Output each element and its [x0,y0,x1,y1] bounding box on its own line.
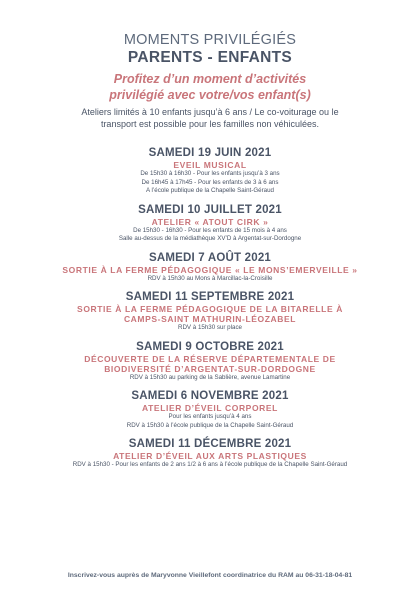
event-detail: De 15h30 à 16h30 - Pour les enfants jusqu’à 3 ans [140,170,280,177]
event-detail: Salle au-dessus de la médiathèque XV’D à Argentat-sur-Dordogne [118,235,302,242]
event-title: DÉCOUVERTE DE LA RÉSERVE DÉPARTEMENTALE DE [84,353,336,364]
event-date: SAMEDI 7 AOÛT 2021 [148,251,272,264]
event-item [0,204,420,244]
intro-line1: Ateliers limités à 10 enfants jusqu’à 6 ans / Le co-voiturage ou le [81,107,339,117]
event-item [0,341,420,383]
events-list [0,147,420,470]
event-title: BIODIVERSITÉ D’ARGENTAT-SUR-DORDOGNE [104,363,316,374]
event-date: SAMEDI 11 SEPTEMBRE 2021 [125,291,295,303]
event-title: ATELIER D’ÉVEIL CORPOREL [142,403,278,413]
event-detail: RDV à 15h30 à l’école publique de la Chapelle Saint-Géraud [126,421,294,429]
header-line1: MOMENTS PRIVILÉGIÉS [123,32,297,48]
event-title: SORTIE À LA FERME PÉDAGOGIQUE « LE MONS’EMERVEILLE » [62,264,358,275]
header-line2: PARENTS - ENFANTS [127,49,293,66]
event-date: SAMEDI 10 JUILLET 2021 [138,203,282,216]
event-title: ATELIER « ATOUT CIRK » [151,216,269,227]
event-detail: Pour les enfants jusqu’à 4 ans [168,413,252,420]
event-item [0,147,420,196]
event-detail: RDV à 15h30 sur place [178,324,242,331]
tagline [0,71,420,103]
footer-contact: Inscrivez-vous auprès de Maryvonne Vieillefont coordinatrice du RAM au 06-31-18-04-81 [67,572,353,579]
event-date: SAMEDI 6 NOVEMBRE 2021 [131,390,289,402]
event-date: SAMEDI 11 DÉCEMBRE 2021 [128,438,292,450]
event-detail: A l’école publique de la Chapelle Saint-Géraud [146,187,274,194]
event-title: ATELIER D’ÉVEIL AUX ARTS PLASTIQUES [113,451,307,461]
event-item [0,390,420,430]
tagline-line2: privilégié avec votre/vos enfant(s) [109,88,311,102]
event-date: SAMEDI 9 OCTOBRE 2021 [136,340,284,353]
event-item [0,438,420,470]
event-title: CAMPS-SAINT MATHURIN-LÉOZABEL [123,314,297,324]
event-detail: De 15h30 - 16h30 - Pour les enfants de 15 mois à 4 ans [133,226,287,234]
tagline-line1: Profitez d’un moment d’activités [113,72,307,86]
event-title: EVEIL MUSICAL [173,160,247,170]
event-item [0,252,420,284]
intro-line2: transport est possible pour les familles non véhiculées. [100,119,320,129]
event-item [0,291,420,333]
event-detail: RDV à 15h30 au Mons à Marcillac-la-Croisille [147,274,273,282]
event-detail: RDV à 15h30 - Pour les enfants de 2 ans 1/2 à 6 ans à l’école publique de la Chapelle Saint-Géraud [72,461,348,468]
event-detail: RDV à 15h30 au parking de la Sablière, avenue Lamartine [129,373,291,381]
event-title: SORTIE À LA FERME PÉDAGOGIQUE DE LA BITARELLE À [77,304,343,314]
event-detail: De 16h45 à 17h45 - Pour les enfants de 3 à 6 ans [141,178,279,186]
event-date: SAMEDI 19 JUIN 2021 [148,147,272,159]
intro-text [55,106,365,130]
